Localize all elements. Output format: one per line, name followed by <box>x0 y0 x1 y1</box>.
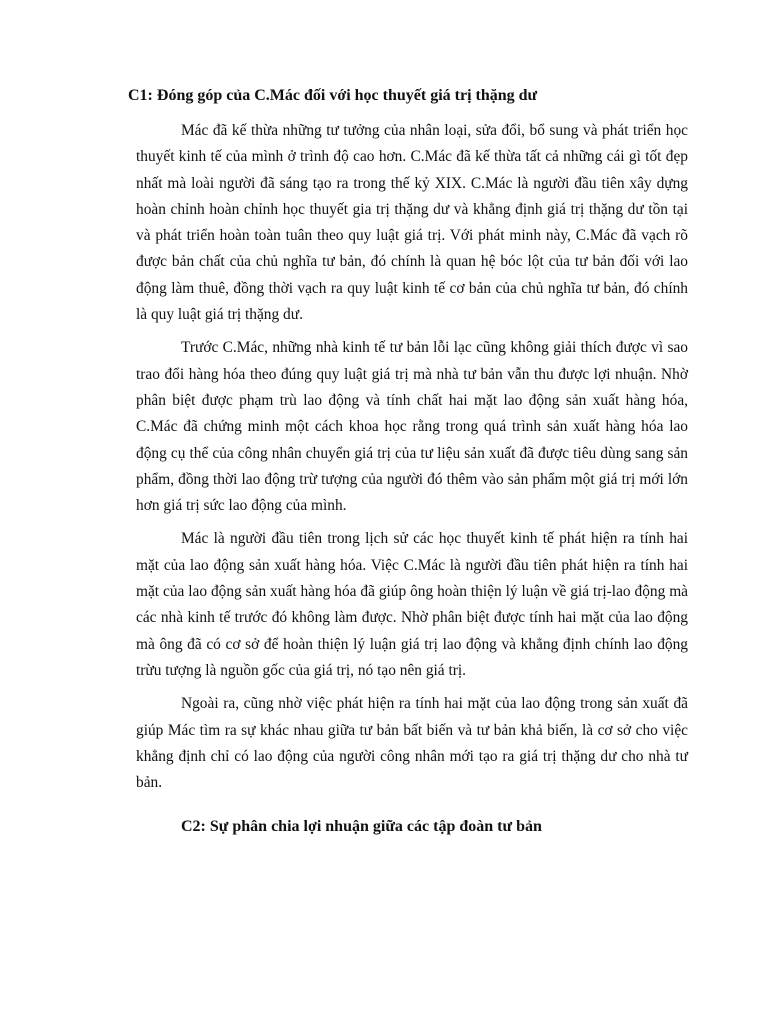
paragraph-4: Ngoài ra, cũng nhờ việc phát hiện ra tính hai mặt của lao động trong sản xuất đã giúp Mác tìm ra sự khác nhau giữa tư bản bất biến và tư bản khả biến, là cơ sở cho việc khẳng định chỉ có lao động của người công nhân mới tạo ra giá trị thặng dư cho nhà tư bản. <box>136 695 688 792</box>
paragraph-3: Mác là người đầu tiên trong lịch sử các học thuyết kinh tế phát hiện ra tính hai mặt của lao động sản xuất hàng hóa. Việc C.Mác là người đầu tiên phát hiện ra tính hai mặt của lao động sản xuất hàng hóa đã giúp ông hoàn thiện lý luận về giá trị-lao động mà các nhà kinh tế trước đó không làm được. Nhờ phân biệt được tính hai mặt của lao động mà ông đã có cơ sở để hoàn thiện lý luận giá trị lao động và khẳng định chính lao động trừu tượng là nguồn gốc của giá trị, nó tạo nên giá trị. <box>136 530 688 679</box>
paragraph-1: Mác đã kế thừa những tư tưởng của nhân loại, sửa đổi, bổ sung và phát triển học thuyết kinh tế của mình ở trình độ cao hơn. C.Mác đã kế thừa tất cả những cái gì tốt đẹp nhất mà loài người đã sáng tạo ra trong thế kỷ XIX. C.Mác là người đầu tiên xây dựng hoàn chỉnh hoàn chỉnh học thuyết gia trị thặng dư và khẳng định giá trị thặng dư tồn tại và phát triển hoàn toàn tuân theo quy luật giá trị. Với phát minh này, C.Mác đã vạch rõ được bản chất của chủ nghĩa tư bản, đó chính là quan hệ bóc lột của tư bản đối với lao động làm thuê, đồng thời vạch ra quy luật kinh tế cơ bản của chủ nghĩa tư bản, đó chính là quy luật giá trị thặng dư. <box>136 122 688 324</box>
section-heading-c2: C2: Sự phân chia lợi nhuận giữa các tập đoàn tư bản <box>181 818 542 835</box>
paragraph-2: Trước C.Mác, những nhà kinh tế tư bản lỗi lạc cũng không giải thích được vì sao trao đổi hàng hóa theo đúng quy luật giá trị mà nhà tư bản vẫn thu được lợi nhuận. Nhờ phân biệt được phạm trù lao động và tính chất hai mặt lao động sản xuất hàng hóa, C.Mác đã chứng minh một cách khoa học rằng trong quá trình sản xuất hàng hóa lao động cụ thể của công nhân chuyển giá trị của tư liệu sản xuất đã được tiêu dùng sang sản phẩm, đồng thời lao động trừ tượng của người đó thêm vào sản phẩm một giá trị mới lớn hơn giá trị sức lao động của mình. <box>136 339 688 515</box>
document-body <box>136 118 688 803</box>
section-heading-c1: C1: Đóng góp của C.Mác đối với học thuyết giá trị thặng dư <box>128 87 538 104</box>
